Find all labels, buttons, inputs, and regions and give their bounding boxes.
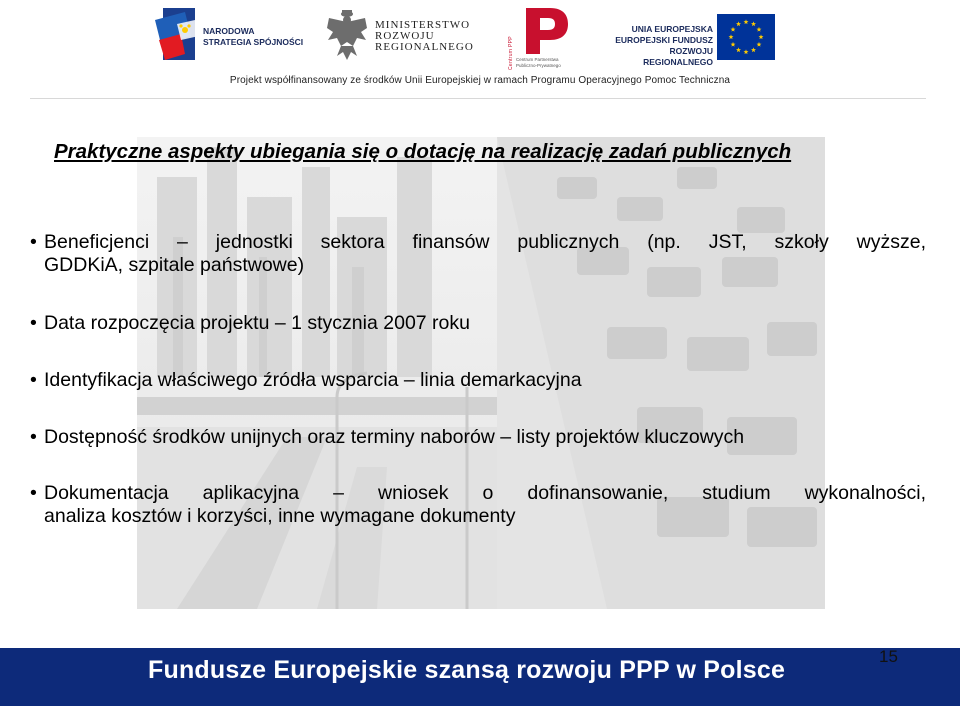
bullet-item-funding-source	[30, 369, 926, 392]
mrr-line-2: ROZWOJU	[375, 30, 435, 42]
cofinance-note: Projekt współfinansowany ze środków Unii Europejskiej w ramach Programu Operacyjnego Pomoc Techniczna	[229, 75, 731, 86]
eu-logo	[610, 6, 780, 66]
page-number: 15	[879, 647, 898, 666]
bullet-text: Identyfikacja właściwego źródła wsparcia – linia demarkacyjna	[44, 369, 582, 391]
bullet-item-application-documents	[30, 482, 926, 528]
polish-eagle-icon	[325, 6, 369, 62]
bullet-dot: •	[30, 369, 37, 391]
bullet-text: Data rozpoczęcia projektu – 1 stycznia 2007 roku	[44, 312, 470, 334]
mrr-line-3: REGIONALNEGO	[375, 41, 474, 53]
bullet-text: Dokumentacja aplikacyjna – wniosek o dofinansowanie, studium wykonalności,	[44, 482, 926, 504]
bullet-dot: •	[30, 231, 37, 253]
ppp-p-icon	[520, 6, 570, 56]
mrr-line-1: MINISTERSTWO	[375, 19, 471, 31]
bullet-text: Beneficjenci – jednostki sektora finansów publicznych (np. JST, szkoły wyższe,	[44, 231, 926, 253]
bullet-text-continued: GDDKiA, szpitale państwowe)	[44, 254, 305, 276]
eu-line-2: EUROPEJSKI FUNDUSZ	[615, 35, 713, 45]
slide-title: Praktyczne aspekty ubiegania się o dotację na realizację zadań publicznych	[54, 140, 792, 163]
eu-line-3: ROZWOJU REGIONALNEGO	[643, 46, 713, 67]
nss-line-2: STRATEGIA SPÓJNOŚCI	[203, 37, 304, 47]
bullet-text-continued: analiza kosztów i korzyści, inne wymagane dokumenty	[44, 505, 516, 527]
bullet-dot: •	[30, 312, 37, 334]
ppp-sub-1: Centrum Partnerstwa	[516, 57, 559, 62]
eu-flag-icon	[717, 14, 775, 60]
ppp-sub-2: Publiczno-Prywatnego	[516, 62, 561, 68]
ppp-logo	[506, 6, 576, 76]
ppp-side-text: Centrum PPP	[508, 36, 514, 70]
nss-line-1: NARODOWA	[203, 26, 255, 36]
nss-emblem-icon	[155, 6, 201, 64]
bullet-dot: •	[30, 426, 37, 448]
bullet-item-start-date	[30, 312, 926, 335]
nss-logo	[155, 6, 305, 64]
bullet-item-eu-funds-availability	[30, 426, 926, 449]
eu-line-1: UNIA EUROPEJSKA	[631, 24, 713, 34]
bullet-item-beneficiaries	[30, 231, 926, 277]
footer-slogan: Fundusze Europejskie szansą rozwoju PPP w Polsce	[148, 656, 786, 684]
mrr-logo	[325, 6, 475, 66]
bullet-text: Dostępność środków unijnych oraz terminy naborów – listy projektów kluczowych	[44, 426, 745, 448]
header-divider	[30, 98, 926, 99]
bullet-dot: •	[30, 482, 37, 504]
logo-header	[0, 0, 960, 100]
